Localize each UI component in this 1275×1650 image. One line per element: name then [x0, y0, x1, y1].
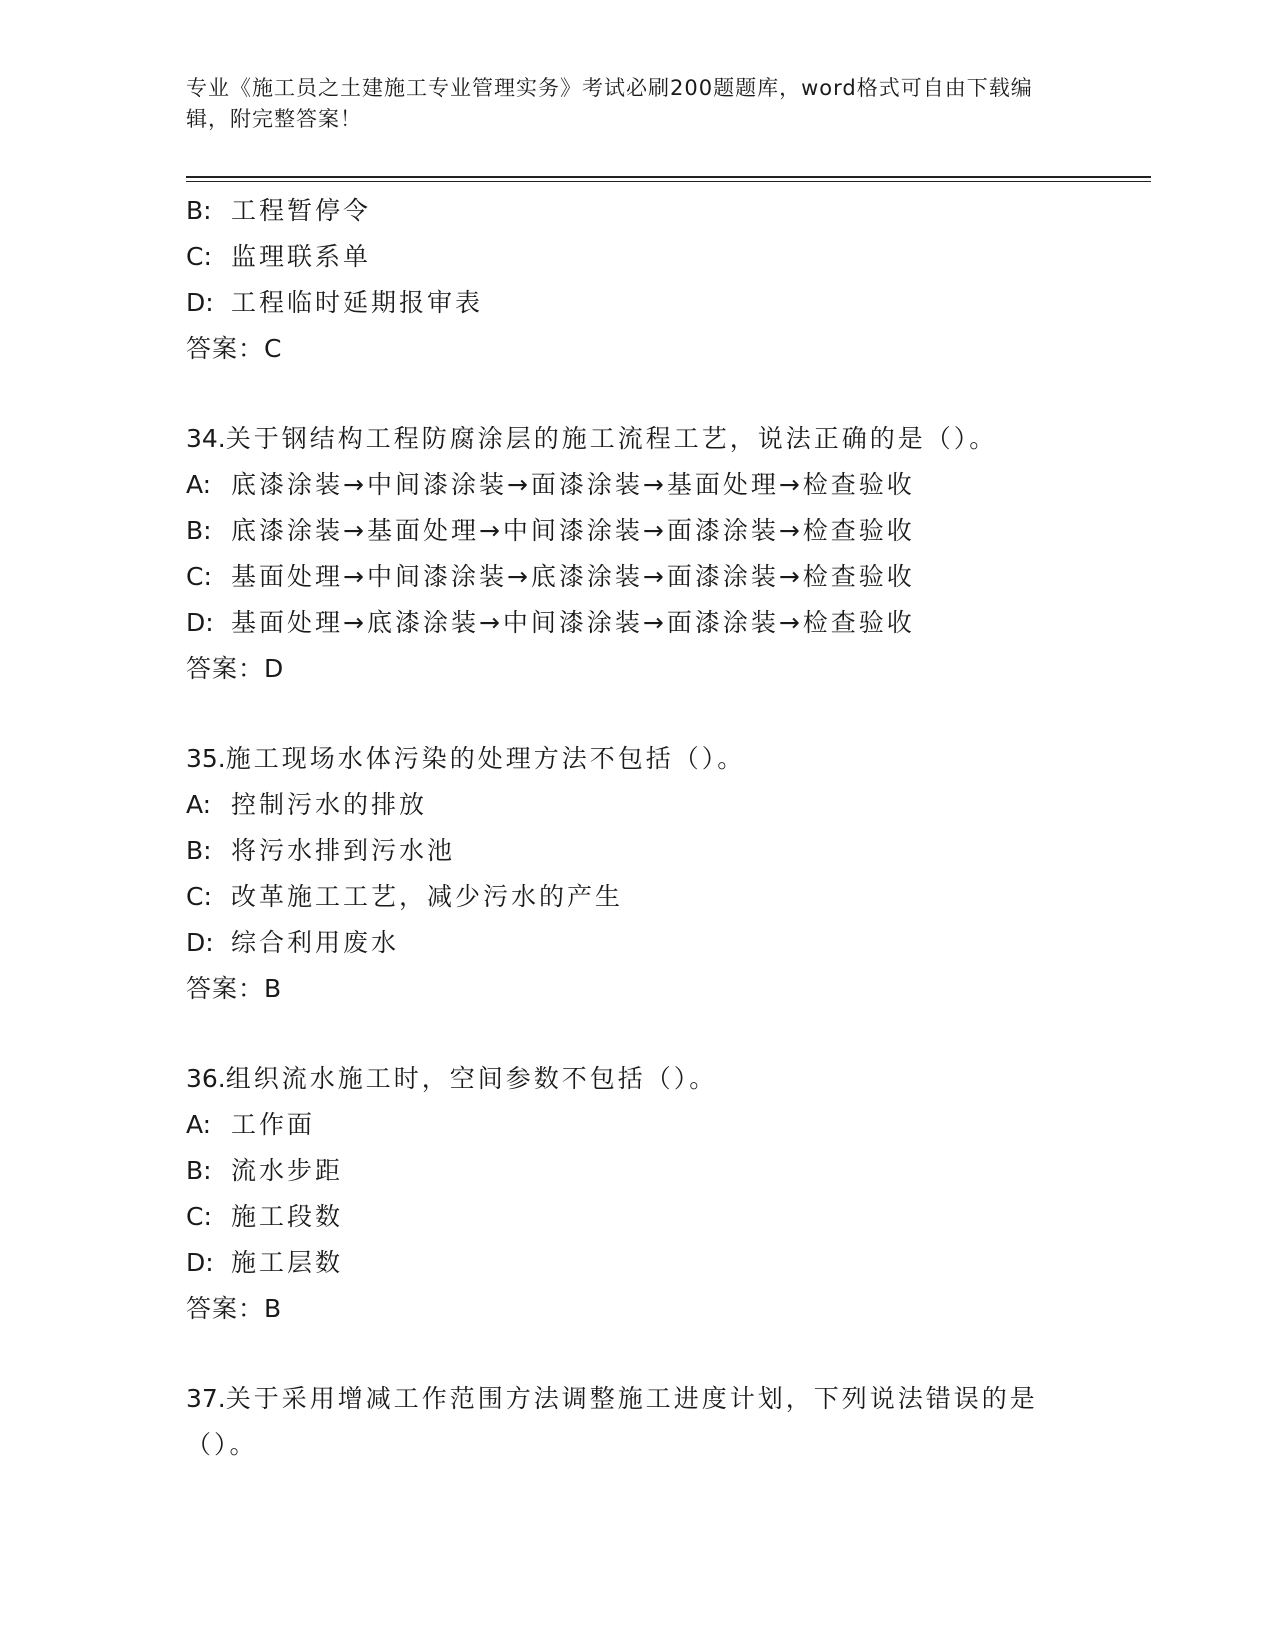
question-33-tail: [186, 188, 1146, 372]
option-a: A: 底漆涂装→中间漆涂装→面漆涂装→基面处理→检查验收: [186, 470, 915, 499]
option-b: B: 流水步距: [186, 1156, 344, 1185]
answer: 答案：B: [186, 974, 283, 1003]
question-stem: 37.关于采用增减工作范围方法调整施工进度计划，下列说法错误的是（）。: [186, 1384, 1038, 1459]
option-d: D: 工程临时延期报审表: [186, 288, 484, 317]
answer: 答案：D: [186, 654, 285, 683]
document-header: 专业《施工员之土建施工专业管理实务》考试必刷200题题库，word格式可自由下载编辑，附完整答案！: [186, 76, 1033, 131]
question-34: [186, 416, 1146, 692]
header-divider-thin: [186, 181, 1151, 182]
question-stem: 36.组织流水施工时，空间参数不包括（）。: [186, 1064, 718, 1093]
option-b: B: 将污水排到污水池: [186, 836, 456, 865]
question-37: [186, 1376, 1146, 1468]
option-c: C: 基面处理→中间漆涂装→底漆涂装→面漆涂装→检查验收: [186, 562, 915, 591]
question-36: [186, 1056, 1146, 1332]
question-list: [186, 188, 1146, 1468]
answer: 答案：C: [186, 334, 283, 363]
option-d: D: 综合利用废水: [186, 928, 400, 957]
option-b: B: 底漆涂装→基面处理→中间漆涂装→面漆涂装→检查验收: [186, 516, 915, 545]
question-35: [186, 736, 1146, 1012]
option-c: C: 施工段数: [186, 1202, 344, 1231]
question-stem: 34.关于钢结构工程防腐涂层的施工流程工艺，说法正确的是（）。: [186, 424, 998, 453]
option-a: A: 控制污水的排放: [186, 790, 428, 819]
question-stem: 35.施工现场水体污染的处理方法不包括（）。: [186, 744, 746, 773]
option-d: D: 施工层数: [186, 1248, 344, 1277]
option-c: C: 改革施工工艺，减少污水的产生: [186, 882, 624, 911]
option-c: C: 监理联系单: [186, 242, 372, 271]
option-b: B: 工程暂停令: [186, 196, 372, 225]
header-divider: [186, 176, 1151, 178]
answer: 答案：B: [186, 1294, 283, 1323]
option-d: D: 基面处理→底漆涂装→中间漆涂装→面漆涂装→检查验收: [186, 608, 915, 637]
option-a: A: 工作面: [186, 1110, 316, 1139]
